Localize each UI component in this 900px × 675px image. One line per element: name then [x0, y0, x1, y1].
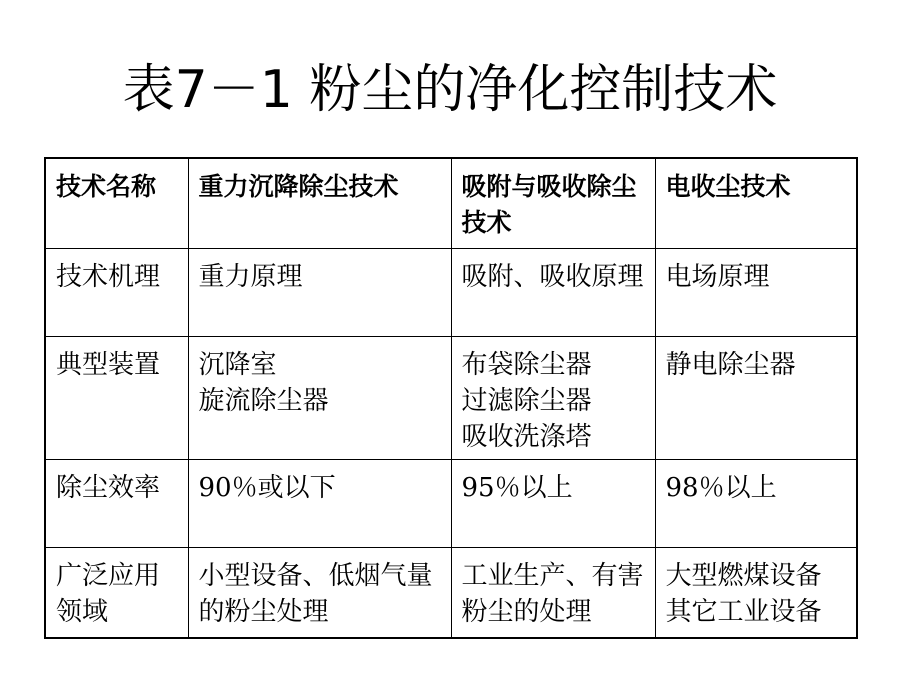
cell-adsorption-application	[451, 547, 655, 638]
cell-electric-devices	[655, 336, 857, 459]
table-header-row	[45, 158, 857, 248]
cell-line: 布袋除尘器	[461, 349, 592, 380]
header-cell-technology-name: 技术名称	[45, 158, 188, 248]
cell-line: 95％以上	[461, 472, 573, 503]
cell-line: 过滤除尘器	[461, 385, 592, 416]
table-row	[45, 248, 857, 336]
cell-line: 广泛应用领域	[56, 560, 161, 627]
cell-line: 静电除尘器	[665, 349, 796, 380]
header-cell-adsorption-absorption: 吸附与吸收除尘技术	[451, 158, 655, 248]
cell-line: 90％或以下	[198, 472, 336, 503]
row-label-application	[45, 547, 188, 638]
cell-line: 大型燃煤设备	[665, 560, 822, 591]
cell-line: 吸附、吸收原理	[461, 261, 644, 292]
cell-electric-mechanism	[655, 248, 857, 336]
cell-gravity-devices	[188, 336, 451, 459]
cell-line: 其它工业设备	[665, 596, 822, 627]
dust-control-table	[44, 157, 858, 639]
cell-line: 重力原理	[198, 261, 303, 292]
header-cell-electrostatic: 电收尘技术	[655, 158, 857, 248]
cell-electric-application	[655, 547, 857, 638]
cell-line: 小型设备、低烟气量的粉尘处理	[198, 560, 433, 627]
table-row	[45, 547, 857, 638]
cell-adsorption-mechanism	[451, 248, 655, 336]
table-row	[45, 459, 857, 547]
cell-gravity-mechanism	[188, 248, 451, 336]
row-label-mechanism: 技术机理	[45, 248, 188, 336]
cell-electric-efficiency	[655, 459, 857, 547]
cell-adsorption-efficiency	[451, 459, 655, 547]
cell-line: 电场原理	[665, 261, 770, 292]
cell-gravity-application	[188, 547, 451, 638]
cell-line: 沉降室	[198, 349, 277, 380]
cell-line: 98％以上	[665, 472, 777, 503]
row-label-efficiency: 除尘效率	[45, 459, 188, 547]
cell-gravity-efficiency	[188, 459, 451, 547]
cell-adsorption-devices	[451, 336, 655, 459]
header-cell-gravity-settling: 重力沉降除尘技术	[188, 158, 451, 248]
table-row	[45, 336, 857, 459]
slide-title: 表7－1 粉尘的净化控制技术	[122, 60, 778, 120]
cell-line: 工业生产、有害粉尘的处理	[461, 560, 644, 627]
row-label-typical-device: 典型装置	[45, 336, 188, 459]
cell-line: 吸收洗涤塔	[461, 421, 592, 452]
cell-line: 旋流除尘器	[198, 385, 329, 416]
